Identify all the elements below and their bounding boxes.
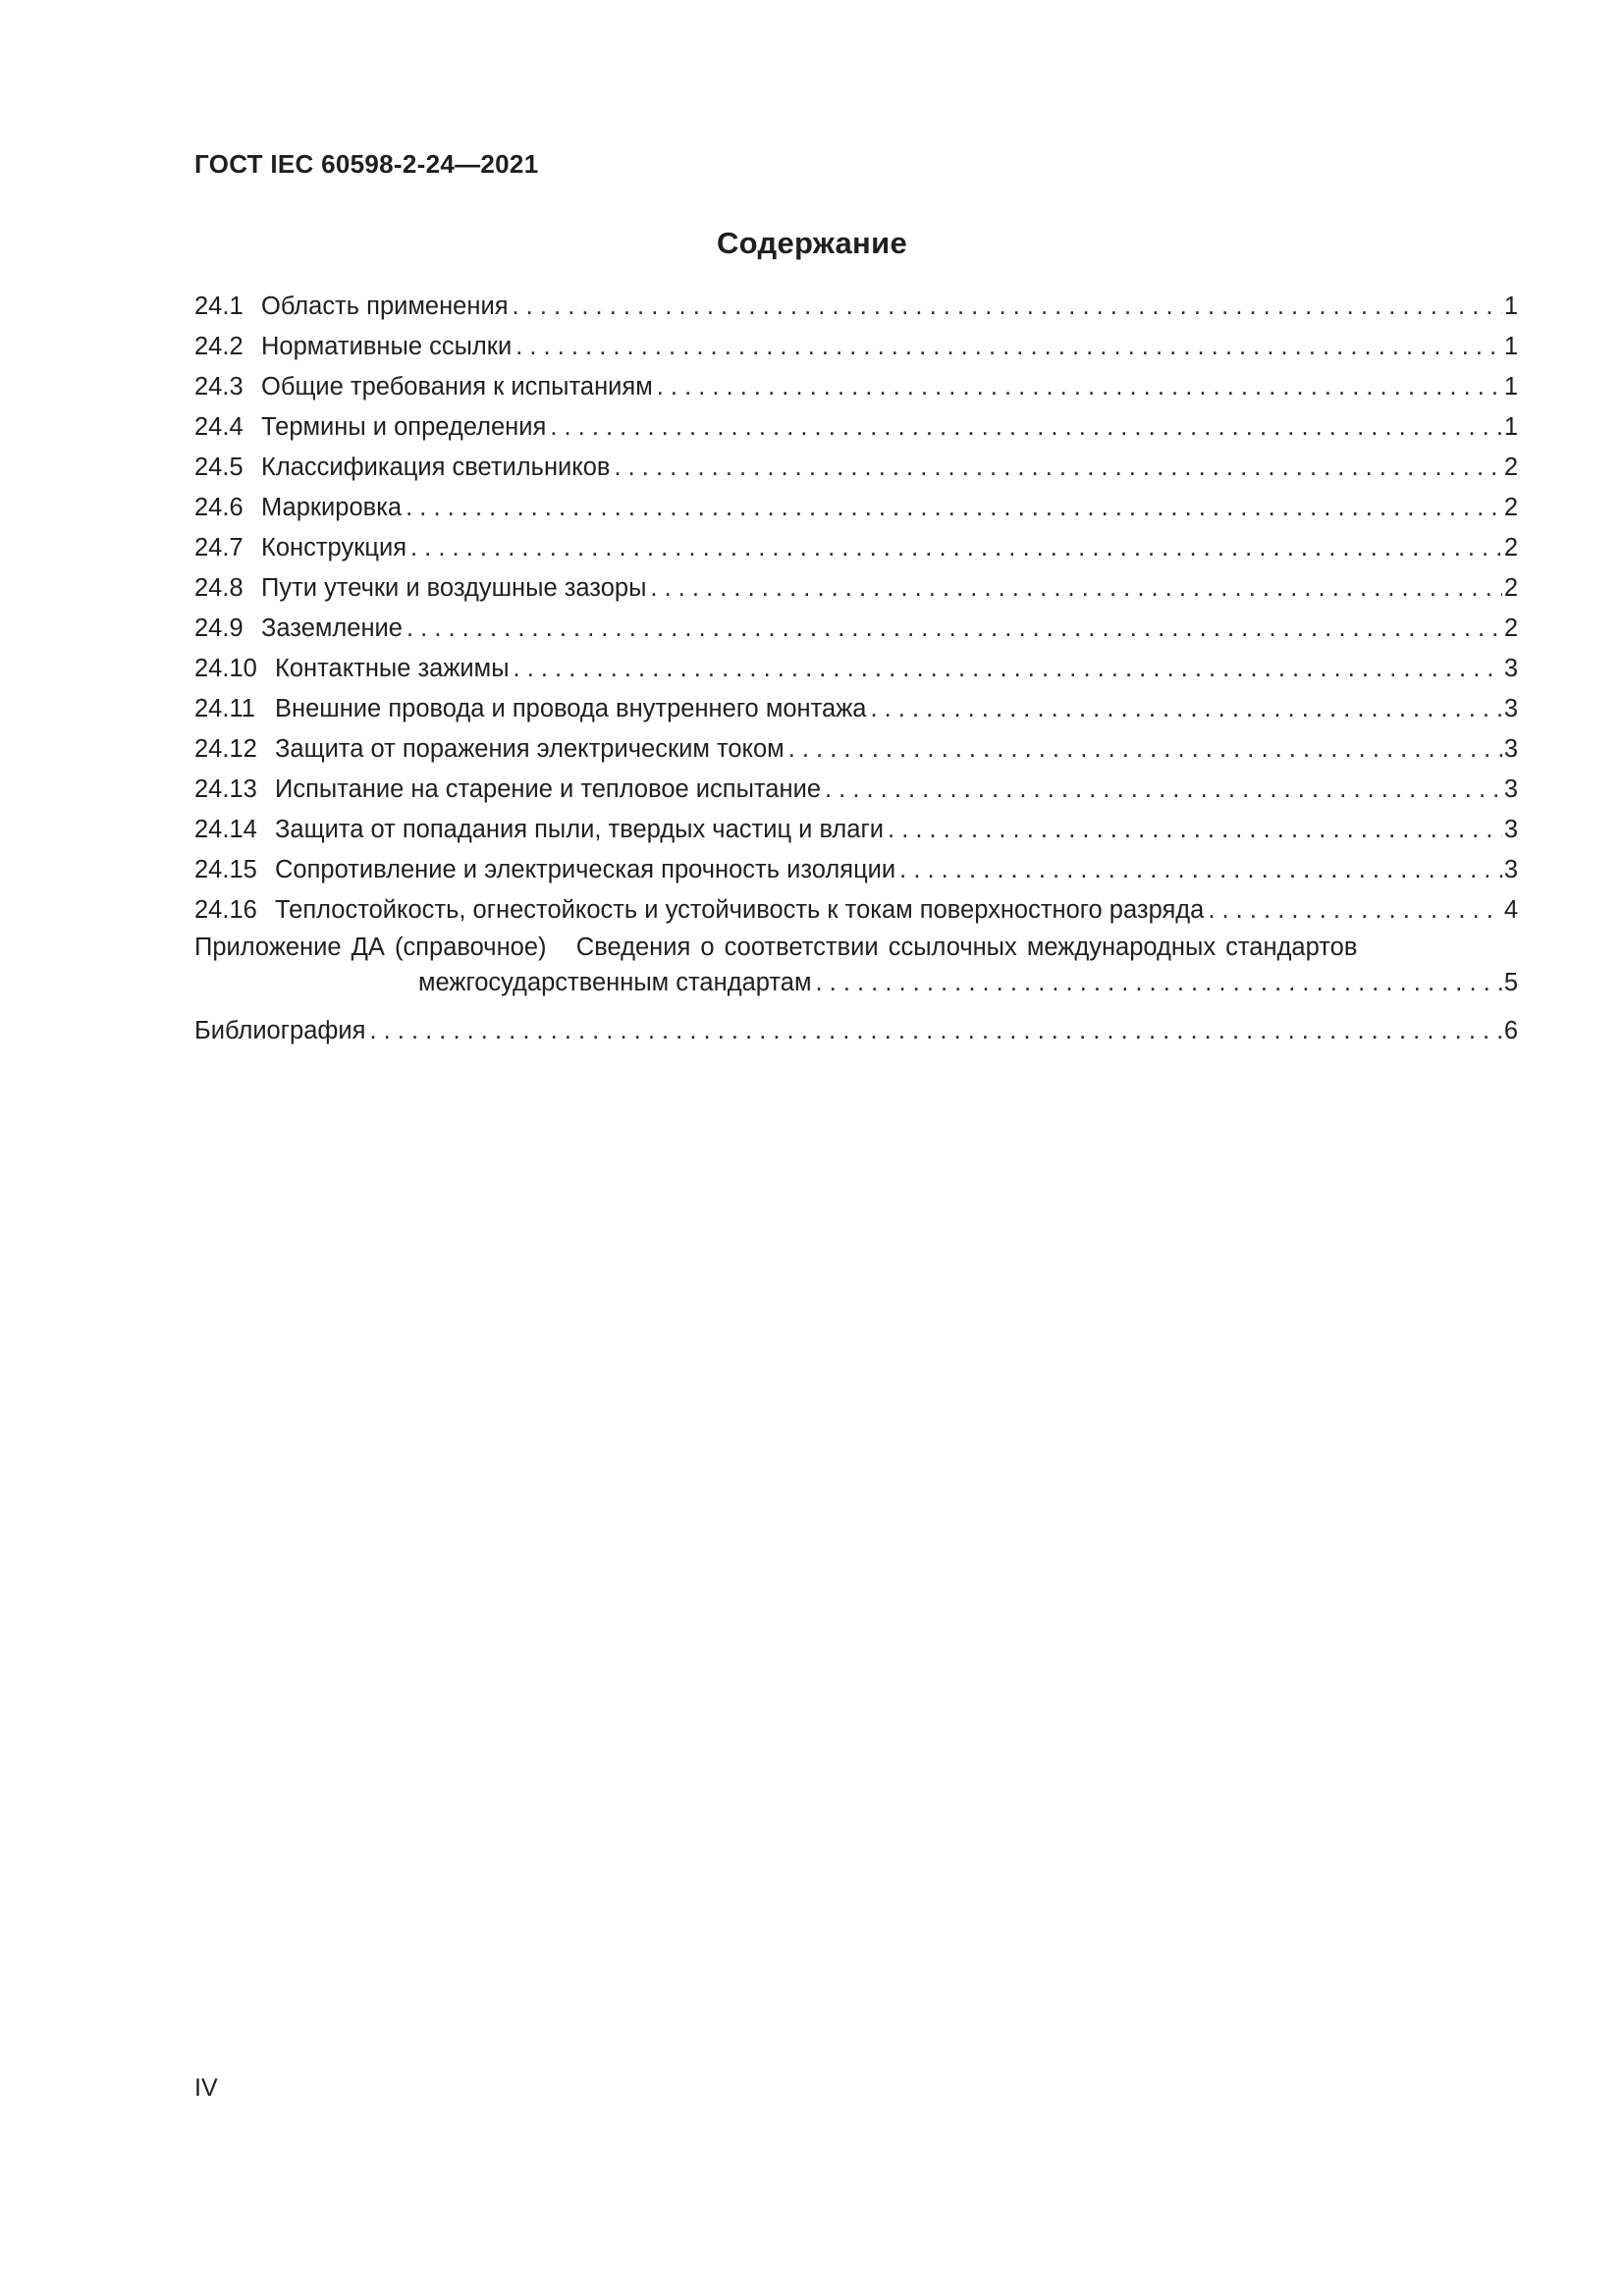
- toc-entry[interactable]: [194, 810, 1518, 850]
- toc-entry-label: Нормативные ссылки: [261, 333, 513, 360]
- toc-entry-number: 24.5: [194, 454, 244, 481]
- table-of-contents: [194, 287, 1518, 1051]
- toc-entry[interactable]: [194, 890, 1518, 931]
- toc-entry-page: 1: [1503, 293, 1518, 320]
- toc-entry-number: 24.7: [194, 534, 244, 561]
- dot-leader: [410, 528, 1502, 568]
- toc-entry-label: Защита от попадания пыли, твердых частиц и влаги: [275, 816, 885, 843]
- toc-entry-page: 3: [1503, 735, 1518, 763]
- toc-entry-number: 24.9: [194, 614, 244, 642]
- toc-entry-page: 2: [1503, 454, 1518, 481]
- document-id: ГОСТ IEC 60598-2-24—2021: [194, 149, 539, 179]
- toc-entry-number: 24.10: [194, 655, 257, 682]
- toc-entry-number: 24.15: [194, 856, 257, 883]
- dot-leader: [650, 568, 1501, 609]
- toc-entry[interactable]: [194, 528, 1518, 568]
- dot-leader: [870, 689, 1501, 729]
- appendix-title-line2: межгосударственным стандартам: [418, 969, 812, 996]
- toc-entry[interactable]: [194, 327, 1518, 367]
- toc-entry-label: Общие требования к испытаниям: [261, 373, 653, 400]
- toc-entry[interactable]: [194, 488, 1518, 528]
- toc-entry-page: 3: [1503, 775, 1518, 803]
- dot-leader: [788, 729, 1502, 770]
- toc-entry-page: 3: [1503, 856, 1518, 883]
- toc-entry-number: 24.3: [194, 373, 244, 400]
- toc-entry-label: Испытание на старение и тепловое испытание: [275, 775, 821, 803]
- toc-entry-page: 3: [1503, 816, 1518, 843]
- dot-leader: [406, 488, 1502, 528]
- toc-entry-bibliography[interactable]: [194, 1011, 1518, 1051]
- toc-entry-page: 1: [1503, 333, 1518, 360]
- toc-entry-number: 24.6: [194, 494, 244, 521]
- toc-entry[interactable]: [194, 609, 1518, 649]
- dot-leader: [514, 649, 1502, 689]
- dot-leader: [815, 965, 1501, 1000]
- toc-entry-page: 2: [1503, 574, 1518, 602]
- toc-entry-label: Библиография: [194, 1017, 366, 1044]
- toc-entry-label: Теплостойкость, огнестойкость и устойчивость к токам поверхностного разряда: [275, 896, 1205, 924]
- dot-leader: [515, 327, 1502, 367]
- dot-leader: [1208, 890, 1501, 931]
- toc-entry-page: 3: [1503, 695, 1518, 722]
- toc-title: Содержание: [717, 226, 907, 260]
- toc-entry-label: Контактные зажимы: [275, 655, 510, 682]
- toc-entry[interactable]: [194, 770, 1518, 810]
- toc-entry-page: 2: [1503, 534, 1518, 561]
- toc-entry[interactable]: [194, 407, 1518, 448]
- toc-entry-label: Термины и определения: [261, 413, 547, 441]
- toc-entry-label: Защита от поражения электрическим током: [275, 735, 785, 763]
- toc-entry-label: Заземление: [261, 614, 403, 642]
- toc-entry[interactable]: [194, 689, 1518, 729]
- toc-entry-label: Классификация светильников: [261, 454, 611, 481]
- toc-entry-label: Маркировка: [261, 494, 403, 521]
- dot-leader: [513, 287, 1502, 327]
- toc-entry-label: Пути утечки и воздушные зазоры: [261, 574, 647, 602]
- dot-leader: [614, 448, 1501, 488]
- toc-entry-number: 24.8: [194, 574, 244, 602]
- dot-leader: [899, 850, 1502, 890]
- dot-leader: [406, 609, 1502, 649]
- toc-entry-page: 1: [1503, 373, 1518, 400]
- toc-entry[interactable]: [194, 649, 1518, 689]
- toc-entry-page: 5: [1503, 969, 1518, 996]
- toc-entry[interactable]: [194, 367, 1518, 407]
- toc-entry-label: Внешние провода и провода внутреннего монтажа: [275, 695, 867, 722]
- toc-entry-page: 2: [1503, 614, 1518, 642]
- toc-entry[interactable]: [194, 729, 1518, 770]
- toc-entry-number: 24.1: [194, 293, 244, 320]
- toc-entry[interactable]: [194, 287, 1518, 327]
- toc-entry-label: Сопротивление и электрическая прочность изоляции: [275, 856, 896, 883]
- toc-entry-number: 24.11: [194, 695, 255, 722]
- toc-entry-number: 24.2: [194, 333, 244, 360]
- appendix-title-line1: Сведения о соответствии ссылочных международных стандартов: [575, 934, 1358, 961]
- toc-entry-page: 3: [1503, 655, 1518, 682]
- toc-entry-number: 24.16: [194, 896, 257, 924]
- dot-leader: [888, 810, 1502, 850]
- toc-entry-number: 24.12: [194, 735, 257, 763]
- toc-entry-appendix[interactable]: [194, 931, 1518, 1011]
- toc-entry-label: Конструкция: [261, 534, 407, 561]
- toc-entry[interactable]: [194, 850, 1518, 890]
- toc-entry-label: Область применения: [261, 293, 509, 320]
- toc-entry[interactable]: [194, 568, 1518, 609]
- appendix-prefix: Приложение ДА (справочное): [194, 934, 547, 961]
- toc-entry-number: 24.4: [194, 413, 244, 441]
- toc-entry-page: 1: [1503, 413, 1518, 441]
- page-number: IV: [194, 2074, 218, 2102]
- toc-entry-page: 2: [1503, 494, 1518, 521]
- toc-entry-page: 4: [1503, 896, 1518, 924]
- toc-entry-number: 24.14: [194, 816, 257, 843]
- toc-entry[interactable]: [194, 448, 1518, 488]
- dot-leader: [825, 770, 1502, 810]
- toc-entry-number: 24.13: [194, 775, 257, 803]
- dot-leader: [369, 1011, 1501, 1051]
- dot-leader: [657, 367, 1502, 407]
- dot-leader: [550, 407, 1502, 448]
- toc-entry-page: 6: [1503, 1017, 1518, 1044]
